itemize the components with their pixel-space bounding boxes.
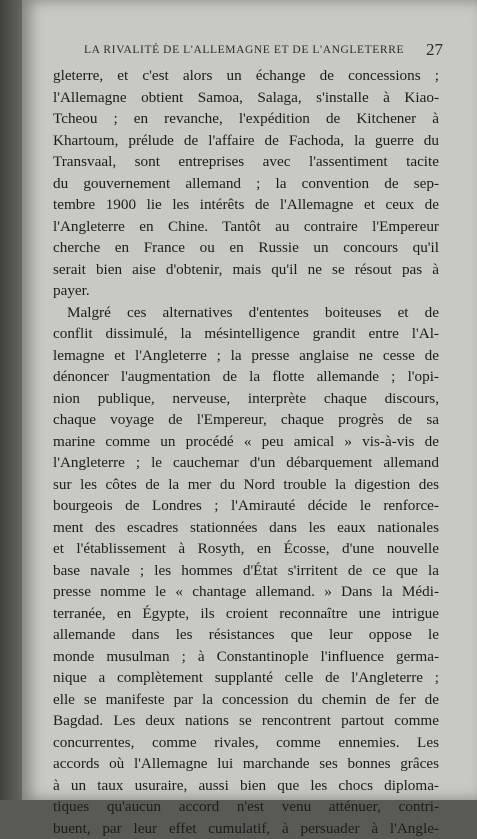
text-line: concurrentes, comme rivales, comme ennemies. Les (53, 732, 439, 754)
text-line: elle se manifeste par la concession du chemin de fer de (53, 689, 439, 711)
text-line: marine comme un procédé « peu amical » vis-à-vis de (53, 431, 439, 453)
text-line: gleterre, et c'est alors un échange de concessions ; (53, 65, 439, 87)
text-line: conflit dissimulé, la mésintelligence grandit entre l'Al- (53, 323, 439, 345)
text-line: du gouvernement allemand ; la convention de sep- (53, 173, 439, 195)
text-line: serait bien aise d'obtenir, mais qu'il ne se résout pas à (53, 259, 439, 281)
text-line: monde musulman ; à Constantinople l'influence germa- (53, 646, 439, 668)
text-line: tembre 1900 lie les intérêts de l'Allemagne et ceux de (53, 194, 439, 216)
text-line: sur les côtes de la mer du Nord trouble la digestion des (53, 474, 439, 496)
text-line: Transvaal, sont entreprises avec l'assentiment tacite (53, 151, 439, 173)
text-line: base navale ; les hommes d'État s'irritent de ce que la (53, 560, 439, 582)
running-title: LA RIVALITÉ DE L'ALLEMAGNE ET DE L'ANGLETERRE (84, 44, 404, 56)
text-line: bourgeois de Londres ; l'Amirauté décide le renforce- (53, 495, 439, 517)
text-line: allemande dans les résistances que leur oppose le (53, 624, 439, 646)
book-gutter (0, 0, 22, 800)
text-line: à un taux usuraire, aussi bien que les chocs diploma- (53, 775, 439, 797)
text-line: presse nomme le « chantage allemand. » Dans la Médi- (53, 581, 439, 603)
text-line: Tcheou ; en revanche, l'expédition de Kitchener à (53, 108, 439, 130)
text-line: l'Allemagne obtient Samoa, Salaga, s'installe à Kiao- (53, 87, 439, 109)
text-line: Khartoum, prélude de l'affaire de Fachoda, la guerre du (53, 130, 439, 152)
text-line: chaque voyage de l'Empereur, chaque progrès de sa (53, 409, 439, 431)
text-line: Malgré ces alternatives d'ententes boiteuses et de (53, 302, 439, 324)
text-line: lemagne et l'Angleterre ; la presse anglaise ne cesse de (53, 345, 439, 367)
text-line: tiques qu'aucun accord n'est venu atténuer, contri- (53, 796, 439, 818)
body-text (53, 65, 439, 839)
text-line: buent, par leur effet cumulatif, à persuader à l'Angle- (53, 818, 439, 839)
text-line: nion publique, nerveuse, interprète chaque discours, (53, 388, 439, 410)
text-line: dénoncer l'augmentation de la flotte allemande ; l'opi- (53, 366, 439, 388)
text-line: et l'établissement à Rosyth, en Écosse, d'une nouvelle (53, 538, 439, 560)
text-line: ment des escadres stationnées dans les eaux nationales (53, 517, 439, 539)
text-line: accords où l'Allemagne lui marchande ses bonnes grâces (53, 753, 439, 775)
text-line: payer. (53, 280, 439, 302)
text-line: nique a complètement supplanté celle de l'Angleterre ; (53, 667, 439, 689)
text-line: l'Angleterre ; le cauchemar d'un débarquement allemand (53, 452, 439, 474)
text-line: cherche en France ou en Russie un concours qu'il (53, 237, 439, 259)
page-number: 27 (426, 40, 443, 60)
text-line: Bagdad. Les deux nations se rencontrent partout comme (53, 710, 439, 732)
text-line: terranée, en Égypte, ils croient reconnaître une intrigue (53, 603, 439, 625)
page-header (60, 40, 447, 60)
text-line: l'Angleterre en Chine. Tantôt au contraire l'Empereur (53, 216, 439, 238)
